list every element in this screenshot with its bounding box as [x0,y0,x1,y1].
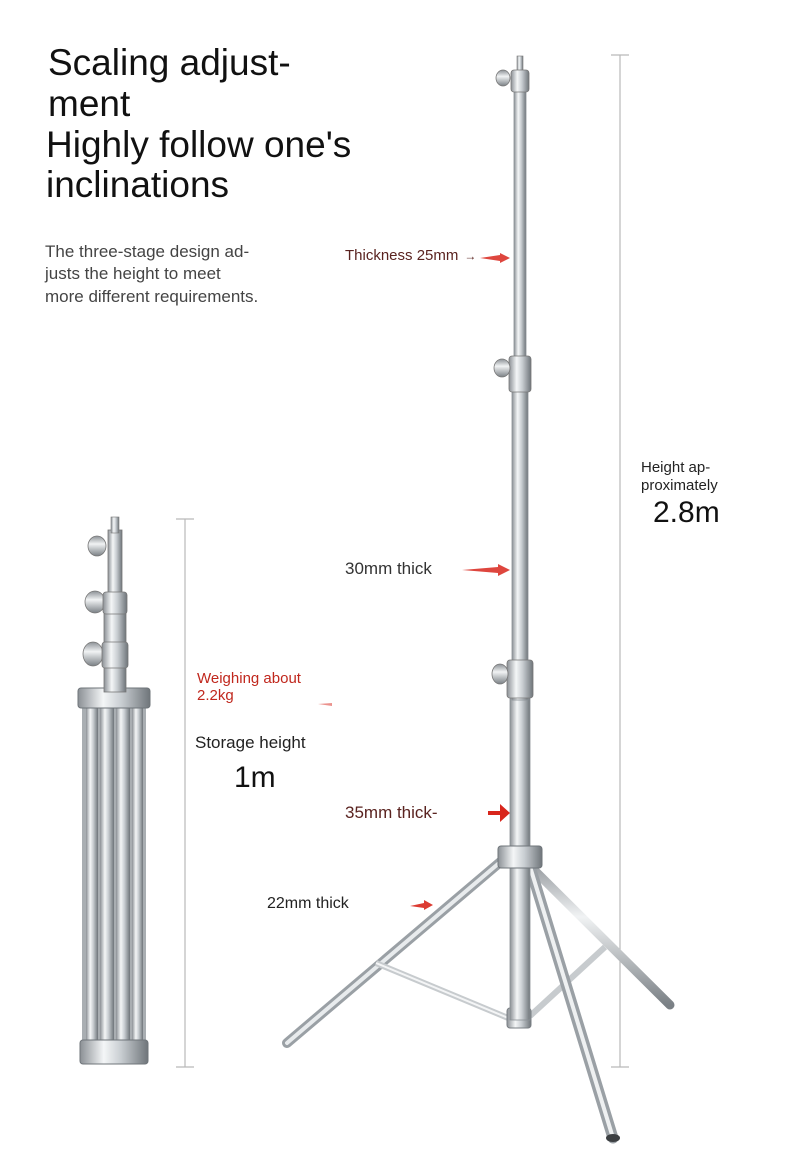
weight-label [197,670,301,704]
storage-height-label: Storage height [195,733,306,752]
weight-label-line-1: Weighing about [197,670,301,687]
headline-line-1: Scaling adjust- [48,42,291,83]
extended-height-label-line-1: Height ap- [641,459,711,476]
leg-thickness-22mm-label: 22mm thick [267,895,349,912]
extended-height-dimension-line [611,55,629,1067]
description-line-1: The three-stage design ad- [45,242,250,261]
description-line-3: more different requirements. [45,287,259,306]
extended-height-value: 2.8m [653,496,720,529]
thickness-30mm-label: 30mm thick [345,559,432,578]
headline-line-3: Highly follow one's [46,124,352,165]
extended-height-label [641,459,718,495]
thickness-25mm-label: Thickness 25mm → [345,247,477,264]
storage-height-dimension-line [176,519,194,1067]
storage-height-value: 1m [234,761,276,794]
thickness-35mm-label: 35mm thick- [345,803,438,822]
thickness-arrow-glyph: → [464,249,477,263]
extended-stand [287,56,670,1142]
description-line-2: justs the height to meet [45,264,221,283]
headline-line-2: ment [48,83,131,124]
extended-height-label-line-2: proximately [641,477,718,494]
weight-label-line-2: 2.2kg [197,687,234,704]
headline-line-4: inclinations [46,164,230,205]
folded-stand [78,517,150,1064]
